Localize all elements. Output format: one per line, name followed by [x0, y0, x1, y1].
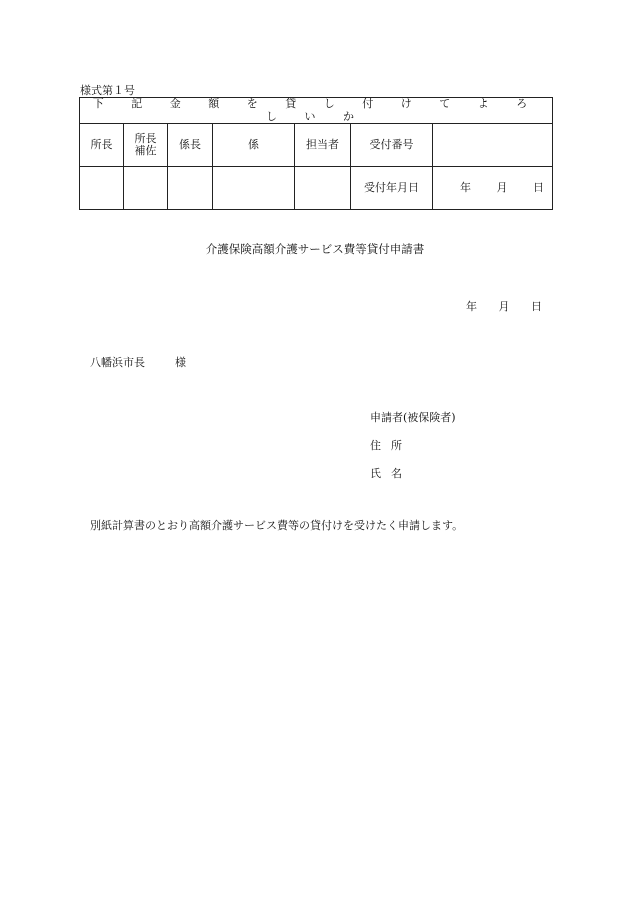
addressee [90, 354, 186, 370]
address-label: 住所 [370, 439, 412, 452]
applicant-label: 申請者(被保険者) [370, 411, 456, 424]
role-deputy-line1: 所長 [134, 131, 157, 145]
seal-box-section-chief [168, 167, 213, 210]
receipt-date-month: 月 [496, 180, 508, 194]
addressee-name: 八幡浜市長 [90, 356, 145, 369]
document-title: 介護保険高額介護サービス費等貸付申請書 [205, 242, 425, 256]
approval-table-header: 下 記 金 額 を 貸 し 付 け て よ ろ し い か [80, 98, 553, 124]
receipt-number-label: 受付番号 [351, 124, 433, 167]
receipt-date-label: 受付年月日 [351, 167, 433, 210]
application-date-day: 日 [531, 300, 542, 313]
form-number: 様式第１号 [80, 84, 135, 97]
seal-box-director [80, 167, 124, 210]
role-section-chief: 係長 [168, 124, 213, 167]
seal-box-staff [213, 167, 295, 210]
application-date-year: 年 [466, 300, 477, 313]
role-director: 所長 [80, 124, 124, 167]
approval-table [79, 97, 553, 210]
receipt-number-value [433, 124, 553, 167]
name-label: 氏名 [370, 467, 412, 480]
seal-box-person-in-charge [295, 167, 351, 210]
receipt-date-day: 日 [533, 180, 544, 194]
receipt-date-year: 年 [460, 180, 471, 194]
role-deputy-line2: 補佐 [134, 144, 157, 158]
seal-box-deputy-director [124, 167, 168, 210]
role-deputy-director [124, 124, 168, 167]
application-date-month: 月 [498, 300, 510, 313]
application-date [466, 298, 542, 314]
role-staff: 係 [213, 124, 295, 167]
role-person-in-charge: 担当者 [295, 124, 351, 167]
addressee-honorific: 様 [175, 356, 186, 369]
application-statement: 別紙計算書のとおり高額介護サービス費等の貸付けを受けたく申請します。 [90, 519, 464, 532]
receipt-date-value [433, 167, 553, 210]
